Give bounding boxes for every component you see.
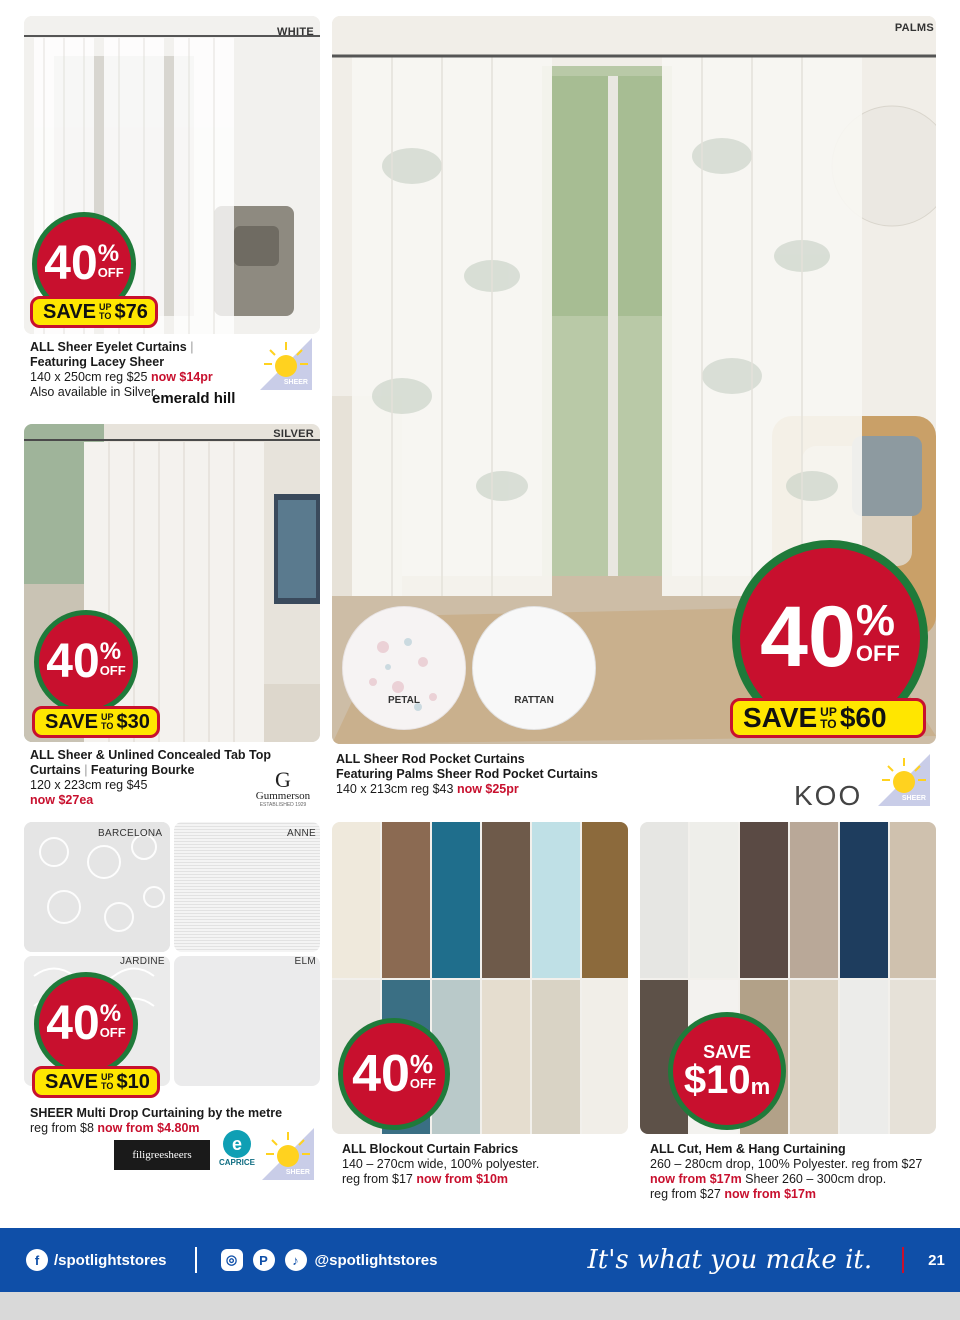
drop-material-line: 260 – 280cm drop, 100% Polyester. reg from $27 xyxy=(650,1157,923,1171)
filigree-sheers-logo xyxy=(114,1140,210,1170)
percent-sign: % xyxy=(855,596,895,646)
now-price: now $27ea xyxy=(30,793,94,807)
tab-top-product-panel xyxy=(24,424,320,808)
to-word: TO xyxy=(100,1081,114,1091)
off-label: OFF xyxy=(97,265,124,281)
up-word: UP xyxy=(100,712,114,722)
percent-sign: % xyxy=(99,1000,122,1028)
regular-price: 140 x 213cm reg $43 xyxy=(336,782,454,796)
save-word: SAVE xyxy=(43,300,96,323)
tiktok-icon[interactable]: ♪ xyxy=(285,1249,307,1271)
save-word: SAVE xyxy=(45,710,98,733)
gummerson-logo xyxy=(248,767,318,808)
product-title-line2: Curtains xyxy=(30,763,81,777)
tab-top-description: ALL Sheer & Unlined Concealed Tab Top Curtains | Featuring Bourke 120 x 223cm reg $45 now $27ea xyxy=(30,748,290,808)
product-title: ALL Cut, Hem & Hang Curtaining xyxy=(650,1142,846,1156)
gummerson-monogram: G xyxy=(275,767,291,792)
discount-number: 40 xyxy=(352,1044,410,1103)
off-label: OFF xyxy=(99,1025,126,1041)
discount-badge xyxy=(34,610,138,714)
sheer-drop-line: Sheer 260 – 300cm drop. xyxy=(745,1172,887,1186)
footer-divider xyxy=(195,1247,197,1273)
cut-hem-hang-description xyxy=(650,1142,934,1202)
up-word: UP xyxy=(820,705,837,719)
social-handle[interactable]: @spotlightstores xyxy=(314,1251,438,1269)
colour-label-white: WHITE xyxy=(277,26,314,38)
gummerson-established: ESTABLISHED 1929 xyxy=(259,802,307,808)
eyelet-product-panel xyxy=(24,16,320,410)
petal-swatch xyxy=(342,606,466,730)
eyelet-description: ALL Sheer Eyelet Curtains | Featuring Lacey Sheer 140 x 250cm reg $25 now $14pr Also available in Silver. xyxy=(30,340,250,400)
gummerson-wordmark: Gummerson xyxy=(255,790,311,802)
facebook-icon[interactable]: f xyxy=(26,1249,48,1271)
rod-pocket-product-panel xyxy=(332,16,936,810)
blockout-fabrics-panel xyxy=(332,822,628,1216)
page-number: 21 xyxy=(928,1251,945,1269)
footer-bar xyxy=(0,1228,960,1292)
sheer-label-jardine: JARDINE xyxy=(120,956,165,967)
footer-divider-right xyxy=(902,1247,904,1273)
sheer-label: SHEER xyxy=(283,379,308,386)
save-word: SAVE xyxy=(45,1070,98,1093)
featuring-line: Featuring Palms Sheer Rod Pocket Curtains xyxy=(336,767,598,781)
now-price: now from $10m xyxy=(416,1172,509,1186)
cut-hem-hang-panel xyxy=(640,822,936,1216)
discount-number: 40 xyxy=(46,635,100,689)
sheer-regular-price: reg from $27 xyxy=(650,1187,721,1201)
product-title: ALL Sheer Eyelet Curtains xyxy=(30,340,187,354)
save-word: SAVE xyxy=(743,702,818,733)
regular-price: reg from $17 xyxy=(342,1172,413,1186)
off-label: OFF xyxy=(409,1075,436,1091)
sheer-sun-icon xyxy=(260,338,312,390)
save-up-to-tag xyxy=(730,698,926,738)
per-metre-unit: m xyxy=(750,1074,771,1099)
save-amount: $10 xyxy=(116,1070,150,1093)
sheer-label-barcelona: BARCELONA xyxy=(98,828,163,839)
footer-underlay xyxy=(0,1292,960,1320)
to-word: TO xyxy=(820,717,837,731)
sheer-now-price: now from $17m xyxy=(724,1187,817,1201)
blockout-description xyxy=(342,1142,622,1187)
sheer-sun-icon xyxy=(262,1128,314,1180)
featuring-line: Featuring Bourke xyxy=(90,763,195,777)
up-word: UP xyxy=(100,1072,114,1082)
facebook-handle[interactable]: /spotlightstores xyxy=(54,1251,167,1269)
now-price: now from $4.80m xyxy=(97,1121,200,1135)
off-label: OFF xyxy=(99,663,126,679)
to-word: TO xyxy=(100,721,114,731)
save-up-to-tag xyxy=(30,296,158,328)
discount-number: 40 xyxy=(46,997,100,1051)
multi-drop-product-panel xyxy=(24,822,320,1216)
save-per-metre-badge xyxy=(668,1012,786,1130)
pinterest-icon[interactable]: P xyxy=(253,1249,275,1271)
caprice-icon: e xyxy=(223,1130,251,1158)
regular-price: reg from $8 xyxy=(30,1121,94,1135)
percent-sign: % xyxy=(99,638,122,666)
lace-sheer-photo-elm xyxy=(174,956,320,1086)
caprice-logo xyxy=(214,1130,260,1167)
caprice-wordmark: CAPRICE xyxy=(218,1158,255,1167)
lace-sheer-photo-anne xyxy=(174,822,320,952)
save-up-to-tag xyxy=(32,1066,160,1098)
discount-number: 40 xyxy=(760,589,856,686)
save-amount: $76 xyxy=(114,300,148,323)
size-material-line: 140 – 270cm wide, 100% polyester. xyxy=(342,1157,540,1171)
colour-label-silver: SILVER xyxy=(273,428,314,440)
availability-note: Also available in Silver. xyxy=(30,385,158,399)
sheer-label-anne: ANNE xyxy=(287,828,316,839)
featuring-line: Featuring Lacey Sheer xyxy=(30,355,165,369)
percent-sign: % xyxy=(409,1048,434,1079)
percent-sign: % xyxy=(97,240,120,268)
now-price: now $25pr xyxy=(456,782,519,796)
to-word: TO xyxy=(98,311,112,321)
product-title: SHEER Multi Drop Curtaining by the metre xyxy=(30,1106,283,1120)
colour-label-palms: PALMS xyxy=(894,22,934,34)
save-word: SAVE xyxy=(703,1042,751,1062)
swatch-label-petal: PETAL xyxy=(387,695,421,706)
up-word: UP xyxy=(98,302,112,312)
product-title: ALL Sheer Rod Pocket Curtains xyxy=(336,752,525,766)
save-amount: $30 xyxy=(116,710,150,733)
koo-logo: KOO xyxy=(794,780,863,810)
discount-number: 40 xyxy=(44,237,98,291)
product-title-line1: ALL Sheer & Unlined Concealed Tab Top xyxy=(30,748,271,762)
instagram-icon[interactable]: ◎ xyxy=(221,1249,243,1271)
rattan-swatch xyxy=(472,606,596,730)
now-price: now $14pr xyxy=(150,370,213,384)
rod-pocket-description xyxy=(336,752,656,797)
save-up-to-tag xyxy=(32,706,160,738)
save-amount: $10 xyxy=(683,1058,751,1102)
now-price: now from $17m xyxy=(650,1172,742,1186)
regular-price: 120 x 223cm reg $45 xyxy=(30,778,148,792)
product-title: ALL Blockout Curtain Fabrics xyxy=(342,1142,519,1156)
emerald-hill-logo: emerald hill xyxy=(152,390,236,407)
discount-badge xyxy=(34,972,138,1076)
sheer-sun-icon xyxy=(878,754,930,806)
regular-price: 140 x 250cm reg $25 xyxy=(30,370,148,384)
swatch-label-rattan: RATTAN xyxy=(514,695,554,706)
sheer-label-elm: ELM xyxy=(294,956,316,967)
sheer-label: SHEER xyxy=(285,1169,310,1176)
lace-sheer-photo-barcelona xyxy=(24,822,170,952)
sheer-label: SHEER xyxy=(901,795,926,802)
save-amount: $60 xyxy=(839,702,887,733)
tagline: It's what you make it. xyxy=(587,1245,873,1275)
off-label: OFF xyxy=(855,641,900,667)
discount-badge xyxy=(338,1018,450,1130)
filigree-wordmark: filigreesheers xyxy=(132,1149,192,1161)
